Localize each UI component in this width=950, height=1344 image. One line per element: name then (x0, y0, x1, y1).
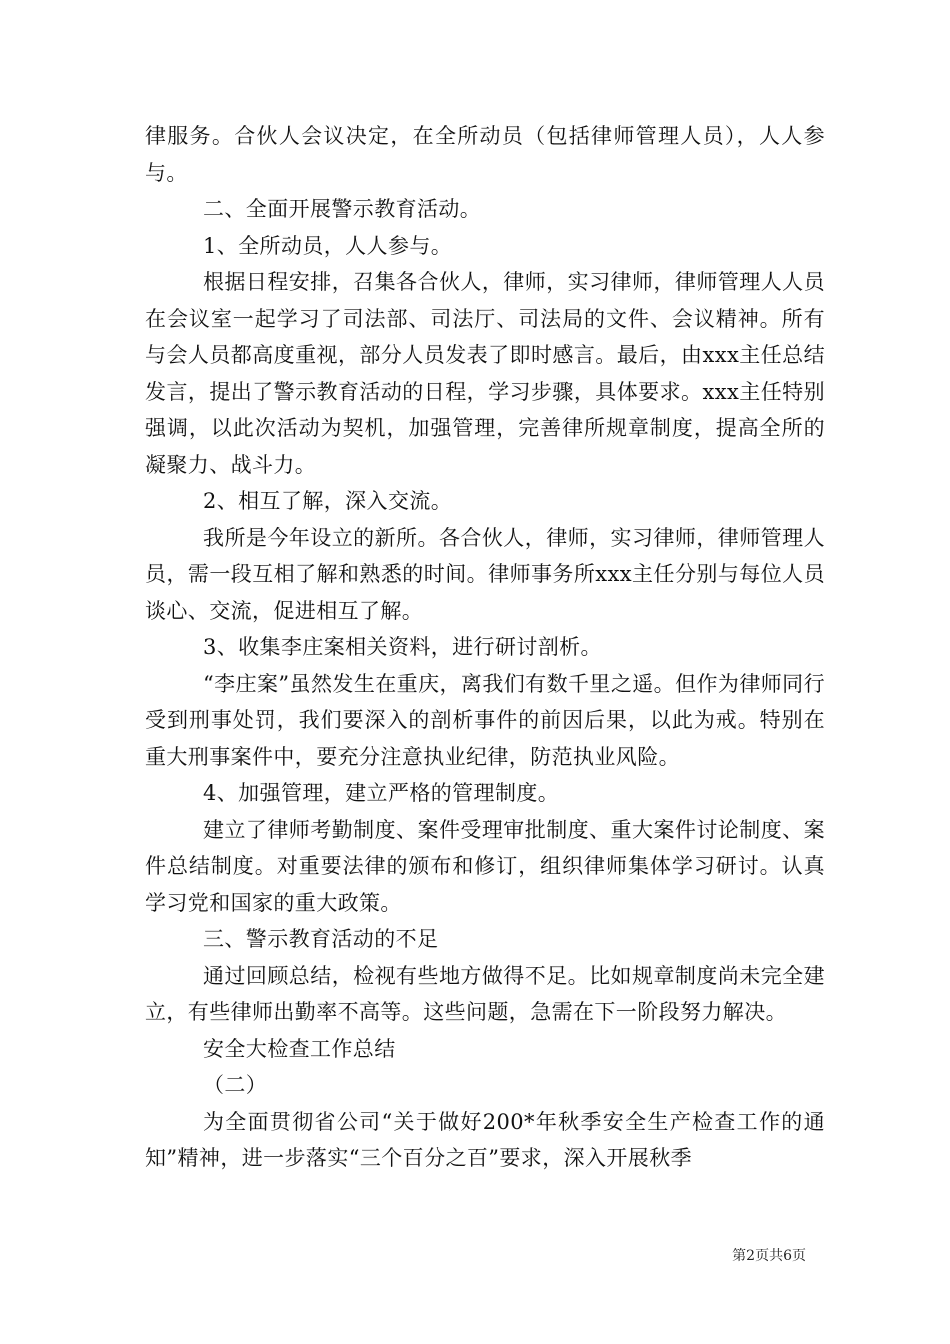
paragraph-1: 律服务。合伙人会议决定，在全所动员（包括律师管理人员），人人参与。 (145, 124, 825, 185)
document-body (145, 118, 825, 1177)
subheading-4: 4、加强管理，建立严格的管理制度。 (203, 781, 560, 805)
subheading-2: 2、相互了解，深入交流。 (203, 489, 453, 513)
paragraph-4: 根据日程安排，召集各合伙人，律师，实习律师，律师管理人人员在会议室一起学习了司法部、司法厅、司法局的文件、会议精神。所有与会人员都高度重视，部分人员发表了即时感言。最后，由xxx主任总结发言，提出了警示教育活动的日程，学习步骤，具体要求。xxx主任特别强调，以此次活动为契机，加强管理，完善律所规章制度，提高全所的凝聚力、战斗力。 (145, 270, 825, 477)
section-heading-2: 二、全面开展警示教育活动。 (203, 197, 482, 221)
section-heading-3: 三、警示教育活动的不足 (203, 927, 439, 951)
document-subtitle: （二） (203, 1073, 268, 1097)
paragraph-12: 通过回顾总结，检视有些地方做得不足。比如规章制度尚未完全建立，有些律师出勤率不高等。这些问题，急需在下一阶段努力解决。 (145, 963, 825, 1024)
paragraph-10: 建立了律师考勤制度、案件受理审批制度、重大案件讨论制度、案件总结制度。对重要法律的颁布和修订，组织律师集体学习研讨。认真学习党和国家的重大政策。 (145, 817, 825, 915)
page-number: 第2页共6页 (732, 1248, 806, 1264)
paragraph-8: “李庄案”虽然发生在重庆，离我们有数千里之遥。但作为律师同行受到刑事处罚，我们要深入的剖析事件的前因后果，以此为戒。特别在重大刑事案件中，要充分注意执业纪律，防范执业风险。 (145, 671, 825, 769)
document-title: 安全大检查工作总结 (203, 1036, 396, 1061)
subheading-3: 3、收集李庄案相关资料，进行研讨剖析。 (203, 635, 602, 659)
subheading-1: 1、全所动员，人人参与。 (203, 233, 453, 258)
paragraph-6: 我所是今年设立的新所。各合伙人，律师，实习律师，律师管理人员，需一段互相了解和熟悉的时间。律师事务所xxx主任分别与每位人员谈心、交流，促进相互了解。 (145, 525, 825, 623)
paragraph-15: 为全面贯彻省公司“关于做好200*年秋季安全生产检查工作的通知”精神，进一步落实“三个百分之百”要求，深入开展秋季 (145, 1109, 825, 1170)
